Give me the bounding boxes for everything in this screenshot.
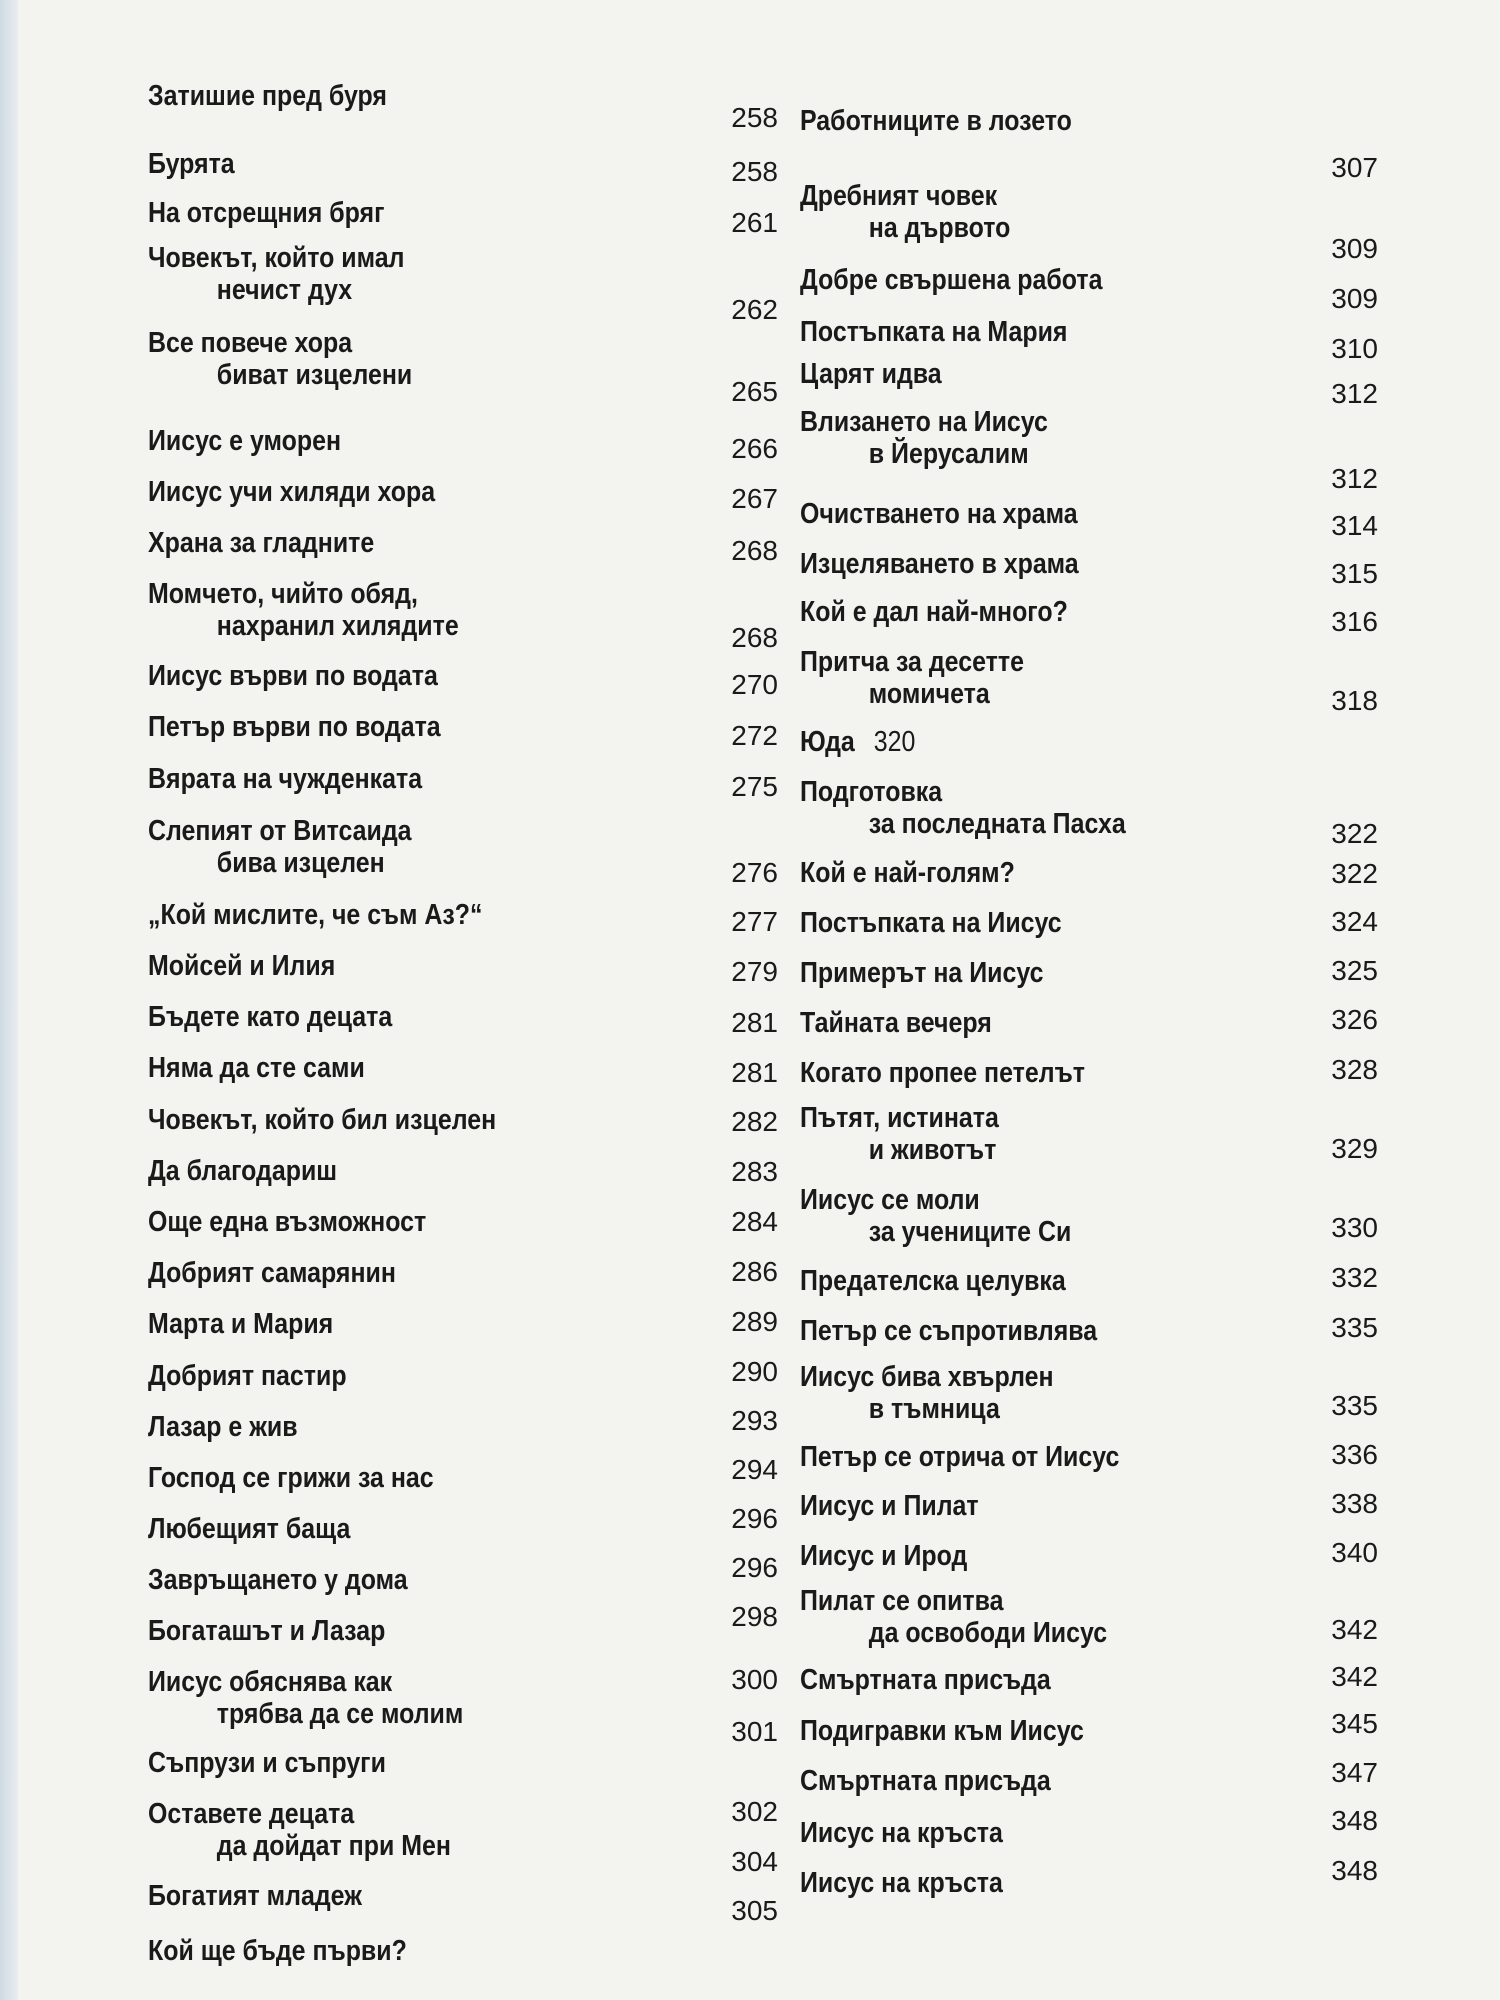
toc-entry-page-number: 281	[731, 1007, 778, 1038]
toc-entry-title-line1: Добрият пастир	[148, 1360, 347, 1392]
toc-entry-page-number: 262	[731, 294, 778, 325]
toc-entry-title	[800, 1007, 1316, 1039]
toc-entry-title-line2: на дървото	[868, 212, 1011, 244]
toc-entry	[148, 763, 788, 795]
toc-entry-title	[148, 1360, 698, 1392]
toc-entry-page-number: 289	[731, 1306, 778, 1337]
toc-entry-title	[148, 80, 698, 112]
toc-entry-title-line1: Добрият самарянин	[148, 1257, 396, 1289]
toc-entry-title	[800, 498, 1316, 530]
toc-entry-page-number: 335	[1331, 1312, 1378, 1343]
toc-entry-page-number: 348	[1331, 1805, 1378, 1836]
toc-entry-title-line2: в тъмница	[868, 1393, 1000, 1425]
toc-entry-page-number: 275	[731, 771, 778, 802]
toc-entry	[148, 327, 788, 391]
toc-entry-title-line1: Богаташът и Лазар	[148, 1615, 386, 1647]
toc-entry	[800, 1540, 1400, 1572]
toc-entry	[148, 815, 788, 879]
toc-entry-page-number: 329	[1331, 1133, 1378, 1164]
toc-entry-title-line1: Изцеляването в храма	[800, 548, 1079, 580]
toc-entry-title-line1: Смъртната присъда	[800, 1664, 1051, 1696]
toc-entry-title	[800, 1057, 1316, 1089]
toc-entry-page-number: 345	[1331, 1708, 1378, 1739]
toc-entry-title	[148, 1880, 698, 1912]
toc-entry-title-line1: Иисус е уморен	[148, 425, 342, 457]
toc-entry-title-line1: Иисус върви по водата	[148, 660, 438, 692]
toc-entry-title-line1: Вярата на чужденката	[148, 763, 423, 795]
toc-entry-title-line2: и животът	[868, 1134, 997, 1166]
toc-entry-title-line1: Храна за гладните	[148, 527, 375, 559]
toc-entry	[148, 1104, 788, 1136]
toc-entry-title-line1: Съпрузи и съпруги	[148, 1747, 386, 1779]
toc-entry-title	[800, 316, 1316, 348]
toc-entry	[148, 148, 788, 180]
toc-entry-title-line1: Господ се грижи за нас	[148, 1462, 434, 1494]
toc-entry-page-number: 330	[1331, 1212, 1378, 1243]
toc-entry-title-line1: Иисус на кръста	[800, 1867, 1003, 1899]
toc-entry-title-line1: Пилат се опитва	[800, 1585, 1004, 1617]
toc-entry-page-number: 314	[1331, 510, 1378, 541]
toc-entry-title-line1: Дребният човек	[800, 180, 998, 212]
toc-entry	[800, 105, 1400, 137]
toc-entry-page-number: 326	[1331, 1004, 1378, 1035]
toc-entry-title-line1: Мойсей и Илия	[148, 950, 336, 982]
toc-entry-title-line2: момичета	[868, 678, 990, 710]
toc-entry-title	[800, 776, 1316, 840]
toc-entry-page-number: 296	[731, 1552, 778, 1583]
toc-entry-title-line1: Кой е дал най-много?	[800, 596, 1068, 628]
toc-entry-page-number: 270	[731, 669, 778, 700]
toc-entry	[148, 1513, 788, 1545]
toc-entry	[148, 899, 788, 931]
toc-entry-title	[148, 1411, 698, 1443]
toc-entry-title-line1: Постъпката на Иисус	[800, 907, 1062, 939]
toc-entry-page-number: 309	[1331, 283, 1378, 314]
toc-entry	[800, 1765, 1400, 1797]
toc-entry	[148, 1880, 788, 1912]
toc-entry-page-number: 318	[1331, 685, 1378, 716]
toc-entry-title-line1: Тайната вечеря	[800, 1007, 992, 1039]
toc-entry	[800, 180, 1400, 244]
toc-entry-title-line2: нечист дух	[216, 274, 353, 306]
toc-entry-title	[148, 527, 698, 559]
toc-entry-title-line1: Иисус бива хвърлен	[800, 1361, 1054, 1393]
toc-entry	[148, 476, 788, 508]
toc-entry-title-line1: Юда	[800, 726, 855, 758]
toc-entry	[800, 1490, 1400, 1522]
toc-entry	[148, 1052, 788, 1084]
toc-entry-page-number: 336	[1331, 1439, 1378, 1470]
toc-entry-page-number: 268	[731, 535, 778, 566]
toc-entry-page-number: 340	[1331, 1537, 1378, 1568]
toc-entry-title-line1: Няма да сте сами	[148, 1052, 365, 1084]
toc-entry-title	[148, 711, 698, 743]
toc-entry	[800, 857, 1400, 889]
toc-entry-title	[148, 950, 698, 982]
toc-entry	[800, 498, 1400, 530]
toc-entry-title	[148, 1798, 698, 1862]
toc-entry	[800, 1007, 1400, 1039]
toc-entry-title-line1: Работниците в лозето	[800, 105, 1072, 137]
toc-entry-title-line2: в Йерусалим	[868, 438, 1029, 470]
toc-entry	[148, 1001, 788, 1033]
toc-entry	[800, 1265, 1400, 1297]
toc-entry-title-line2: за последната Пасха	[868, 808, 1126, 840]
toc-entry-title-line1: Когато пропее петелът	[800, 1057, 1085, 1089]
toc-entry-title-line1: На отсрещния бряг	[148, 197, 385, 229]
toc-entry	[148, 1411, 788, 1443]
toc-entry-title	[148, 1615, 698, 1647]
toc-entry	[800, 957, 1400, 989]
toc-entry-page-number: 268	[731, 622, 778, 653]
toc-entry-page-number: 277	[731, 906, 778, 937]
toc-entry	[148, 197, 788, 229]
toc-entry-page-number: 267	[731, 483, 778, 514]
toc-entry	[148, 1257, 788, 1289]
toc-entry	[148, 1935, 788, 1967]
toc-entry-title-line1: Завръщането у дома	[148, 1564, 408, 1596]
toc-entry-title	[148, 1257, 698, 1289]
toc-entry-title	[148, 899, 698, 931]
toc-entry-page-number: 258	[731, 102, 778, 133]
toc-entry-title	[148, 1155, 698, 1187]
toc-entry	[148, 80, 788, 112]
toc-entry-page-number: 281	[731, 1057, 778, 1088]
toc-entry-title	[800, 1540, 1316, 1572]
toc-entry-title	[148, 578, 698, 642]
toc-entry-title	[148, 1513, 698, 1545]
toc-entry-title	[148, 1104, 698, 1136]
toc-entry-title	[800, 1441, 1316, 1473]
toc-entry-page-number: 300	[731, 1664, 778, 1695]
toc-entry-page-number: 312	[1331, 463, 1378, 494]
toc-entry-title	[148, 1462, 698, 1494]
toc-entry-page-number: 348	[1331, 1855, 1378, 1886]
toc-entry-page-number: 283	[731, 1156, 778, 1187]
toc-entry-title-line1: Оставете децата	[148, 1798, 355, 1830]
toc-entry-title-line1: Кой ще бъде първи?	[148, 1935, 407, 1967]
toc-entry-title-line1: Смъртната присъда	[800, 1765, 1051, 1797]
toc-entry-title-line1: Примерът на Иисус	[800, 957, 1044, 989]
toc-entry-title-line1: Иисус на кръста	[800, 1817, 1003, 1849]
toc-entry-title	[148, 425, 698, 457]
toc-entry-title-line1: Петър се отрича от Иисус	[800, 1441, 1120, 1473]
toc-entry-page-number: 307	[1331, 152, 1378, 183]
toc-entry-title-line1: Подготовка	[800, 776, 943, 808]
toc-entry	[148, 1747, 788, 1779]
toc-entry-title	[148, 327, 698, 391]
toc-entry-title	[800, 180, 1316, 244]
toc-entry-title	[148, 1206, 698, 1238]
toc-entry-title-line1: Петър върви по водата	[148, 711, 441, 743]
toc-entry-page-number: 282	[731, 1106, 778, 1137]
toc-entry-title	[800, 1664, 1316, 1696]
toc-entry	[800, 1715, 1400, 1747]
toc-entry	[800, 646, 1400, 710]
toc-entry-title-line1: Човекът, който бил изцелен	[148, 1104, 497, 1136]
toc-entry	[800, 358, 1400, 390]
toc-entry-title-line1: Момчето, чийто обяд,	[148, 578, 418, 610]
toc-entry-title	[800, 1490, 1316, 1522]
toc-entry-title-line2: нахранил хилядите	[216, 610, 459, 642]
toc-entry-title	[148, 660, 698, 692]
toc-entry-page-number: 302	[731, 1796, 778, 1827]
toc-entry-title-line1: Богатият младеж	[148, 1880, 362, 1912]
toc-entry-title-line2: бива изцелен	[216, 847, 385, 879]
toc-entry-page-number: 258	[731, 156, 778, 187]
toc-entry-title	[148, 242, 698, 306]
toc-entry-page-number: 347	[1331, 1757, 1378, 1788]
toc-entry	[148, 578, 788, 642]
toc-entry-title-line2: трябва да се молим	[216, 1698, 464, 1730]
toc-entry-title-line2: да дойдат при Мен	[216, 1830, 451, 1862]
toc-entry-title-line1: Бъдете като децата	[148, 1001, 393, 1033]
toc-entry-title-line1: Човекът, който имал	[148, 242, 405, 274]
toc-entry	[148, 1666, 788, 1730]
toc-entry-page-number: 272	[731, 720, 778, 751]
toc-entry	[148, 425, 788, 457]
toc-entry	[800, 1817, 1400, 1849]
toc-entry	[800, 1361, 1400, 1425]
toc-entry-title	[148, 476, 698, 508]
toc-entry	[148, 1308, 788, 1340]
toc-left-column	[148, 0, 788, 2000]
toc-entry-title	[148, 1052, 698, 1084]
toc-entry-title-line1: Да благодариш	[148, 1155, 338, 1187]
toc-entry-title	[148, 1747, 698, 1779]
toc-entry-title	[800, 646, 1316, 710]
toc-entry-page-number: 325	[1331, 955, 1378, 986]
toc-entry-title-line2: за учениците Си	[868, 1216, 1072, 1248]
toc-entry-title	[800, 1265, 1316, 1297]
toc-entry-page-number: 279	[731, 956, 778, 987]
toc-entry-title	[148, 197, 698, 229]
toc-entry-title-line1: Притча за десетте	[800, 646, 1024, 678]
toc-entry	[800, 548, 1400, 580]
toc-entry-page-number: 304	[731, 1846, 778, 1877]
toc-entry-title	[800, 1315, 1316, 1347]
toc-entry	[800, 316, 1400, 348]
toc-entry-title-line1: Слепият от Витсаида	[148, 815, 412, 847]
toc-entry	[800, 264, 1400, 296]
toc-entry-title-line1: Иисус се моли	[800, 1184, 980, 1216]
book-spine	[0, 0, 18, 2000]
toc-entry-page-number: 320	[873, 726, 916, 758]
toc-entry-title-line1: Любещият баща	[148, 1513, 351, 1545]
toc-entry	[148, 711, 788, 743]
toc-entry-page-number: 328	[1331, 1054, 1378, 1085]
toc-entry-title	[800, 957, 1316, 989]
toc-entry-title-line1: Лазар е жив	[148, 1411, 298, 1443]
toc-entry-title-line1: Добре свършена работа	[800, 264, 1103, 296]
toc-entry-title	[800, 1361, 1316, 1425]
toc-entry-page-number: 276	[731, 857, 778, 888]
toc-entry-page-number: 332	[1331, 1262, 1378, 1293]
toc-entry-title-line1: Кой е най-голям?	[800, 857, 1015, 889]
toc-entry	[148, 1360, 788, 1392]
toc-entry-page-number: 301	[731, 1716, 778, 1747]
toc-entry-page-number: 322	[1331, 818, 1378, 849]
toc-entry-title-line1: Петър се съпротивлява	[800, 1315, 1098, 1347]
toc-entry	[800, 726, 1400, 758]
toc-entry-title	[148, 815, 698, 879]
toc-entry-title-line1: Затишие пред буря	[148, 80, 387, 112]
toc-entry-title	[800, 1102, 1316, 1166]
toc-entry-page-number: 286	[731, 1256, 778, 1287]
toc-entry	[148, 1206, 788, 1238]
toc-entry	[800, 1184, 1400, 1248]
toc-entry-page-number: 296	[731, 1503, 778, 1534]
toc-entry-title-line1: „Кой мислите, че съм Аз?“	[148, 899, 483, 931]
toc-entry-title	[800, 264, 1316, 296]
toc-entry-title-line1: Още една възможност	[148, 1206, 427, 1238]
toc-entry-page-number: 338	[1331, 1488, 1378, 1519]
toc-entry-title	[800, 548, 1316, 580]
toc-entry-page-number: 322	[1331, 858, 1378, 889]
toc-entry-title-line2: да освободи Иисус	[868, 1617, 1108, 1649]
toc-entry-page-number: 284	[731, 1206, 778, 1237]
toc-entry	[148, 1462, 788, 1494]
toc-entry	[148, 1155, 788, 1187]
toc-entry-title	[800, 1184, 1316, 1248]
toc-entry	[800, 907, 1400, 939]
toc-entry-title-line1: Иисус учи хиляди хора	[148, 476, 436, 508]
toc-entry-title-line1: Иисус обяснява как	[148, 1666, 393, 1698]
toc-entry-title	[148, 763, 698, 795]
toc-entry-title-line1: Пътят, истината	[800, 1102, 999, 1134]
toc-entry-page-number: 342	[1331, 1661, 1378, 1692]
toc-entry	[148, 950, 788, 982]
toc-entry-title	[800, 1817, 1316, 1849]
toc-entry-title	[148, 1935, 698, 1967]
toc-entry-title	[800, 358, 1316, 390]
toc-entry-title-line1: Все повече хора	[148, 327, 353, 359]
toc-entry-page-number: 342	[1331, 1614, 1378, 1645]
toc-entry-page-number: 335	[1331, 1390, 1378, 1421]
toc-right-column	[800, 0, 1400, 2000]
toc-entry-title	[800, 1585, 1316, 1649]
toc-entry-title	[800, 105, 1316, 137]
toc-entry-title-line1: Очистването на храма	[800, 498, 1078, 530]
toc-entry-page-number: 309	[1331, 233, 1378, 264]
toc-entry	[148, 660, 788, 692]
toc-entry-page-number: 315	[1331, 558, 1378, 589]
toc-entry-title-line1: Марта и Мария	[148, 1308, 334, 1340]
toc-entry-title	[800, 1715, 1316, 1747]
toc-entry-page-number: 312	[1331, 378, 1378, 409]
toc-entry	[800, 1315, 1400, 1347]
book-page	[18, 0, 1500, 2000]
toc-entry	[800, 776, 1400, 840]
toc-entry	[800, 1441, 1400, 1473]
toc-entry-title	[800, 1765, 1316, 1797]
toc-entry-title	[148, 1666, 698, 1730]
toc-entry	[800, 1867, 1400, 1899]
toc-entry-title-line2: биват изцелени	[216, 359, 413, 391]
toc-entry-title	[800, 406, 1316, 470]
toc-entry-title-line1: Предателска целувка	[800, 1265, 1066, 1297]
toc-entry-page-number: 298	[731, 1601, 778, 1632]
toc-entry	[800, 596, 1400, 628]
toc-entry-title-line1: Подигравки към Иисус	[800, 1715, 1084, 1747]
toc-entry-page-number: 293	[731, 1405, 778, 1436]
toc-entry-title	[148, 1564, 698, 1596]
toc-entry	[800, 1057, 1400, 1089]
toc-entry-title	[148, 1001, 698, 1033]
toc-entry	[148, 1615, 788, 1647]
toc-entry-title	[800, 857, 1316, 889]
toc-entry-title	[800, 596, 1316, 628]
toc-entry-title-line1: Постъпката на Мария	[800, 316, 1068, 348]
toc-entry	[148, 1798, 788, 1862]
toc-entry-title-line1: Иисус и Ирод	[800, 1540, 968, 1572]
toc-entry	[800, 1664, 1400, 1696]
toc-entry	[800, 406, 1400, 470]
toc-entry-page-number: 324	[1331, 906, 1378, 937]
toc-entry-page-number: 290	[731, 1356, 778, 1387]
toc-entry	[148, 1564, 788, 1596]
toc-entry-page-number: 266	[731, 433, 778, 464]
toc-entry	[800, 1585, 1400, 1649]
toc-entry-page-number: 294	[731, 1454, 778, 1485]
toc-entry-title-line1: Царят идва	[800, 358, 942, 390]
toc-entry	[800, 1102, 1400, 1166]
toc-entry-title	[800, 907, 1316, 939]
toc-entry-title-line1: Влизането на Иисус	[800, 406, 1048, 438]
toc-entry-page-number: 316	[1331, 606, 1378, 637]
toc-entry-title-line1: Иисус и Пилат	[800, 1490, 979, 1522]
toc-entry	[148, 527, 788, 559]
toc-entry-page-number: 261	[731, 207, 778, 238]
toc-entry-page-number: 265	[731, 376, 778, 407]
toc-entry-title	[148, 1308, 698, 1340]
toc-entry-page-number: 310	[1331, 333, 1378, 364]
toc-entry-page-number: 305	[731, 1895, 778, 1926]
toc-entry-title	[800, 1867, 1316, 1899]
toc-entry-title	[800, 726, 1316, 758]
toc-entry-title	[148, 148, 698, 180]
toc-entry-title-line1: Бурята	[148, 148, 235, 180]
toc-entry	[148, 242, 788, 306]
